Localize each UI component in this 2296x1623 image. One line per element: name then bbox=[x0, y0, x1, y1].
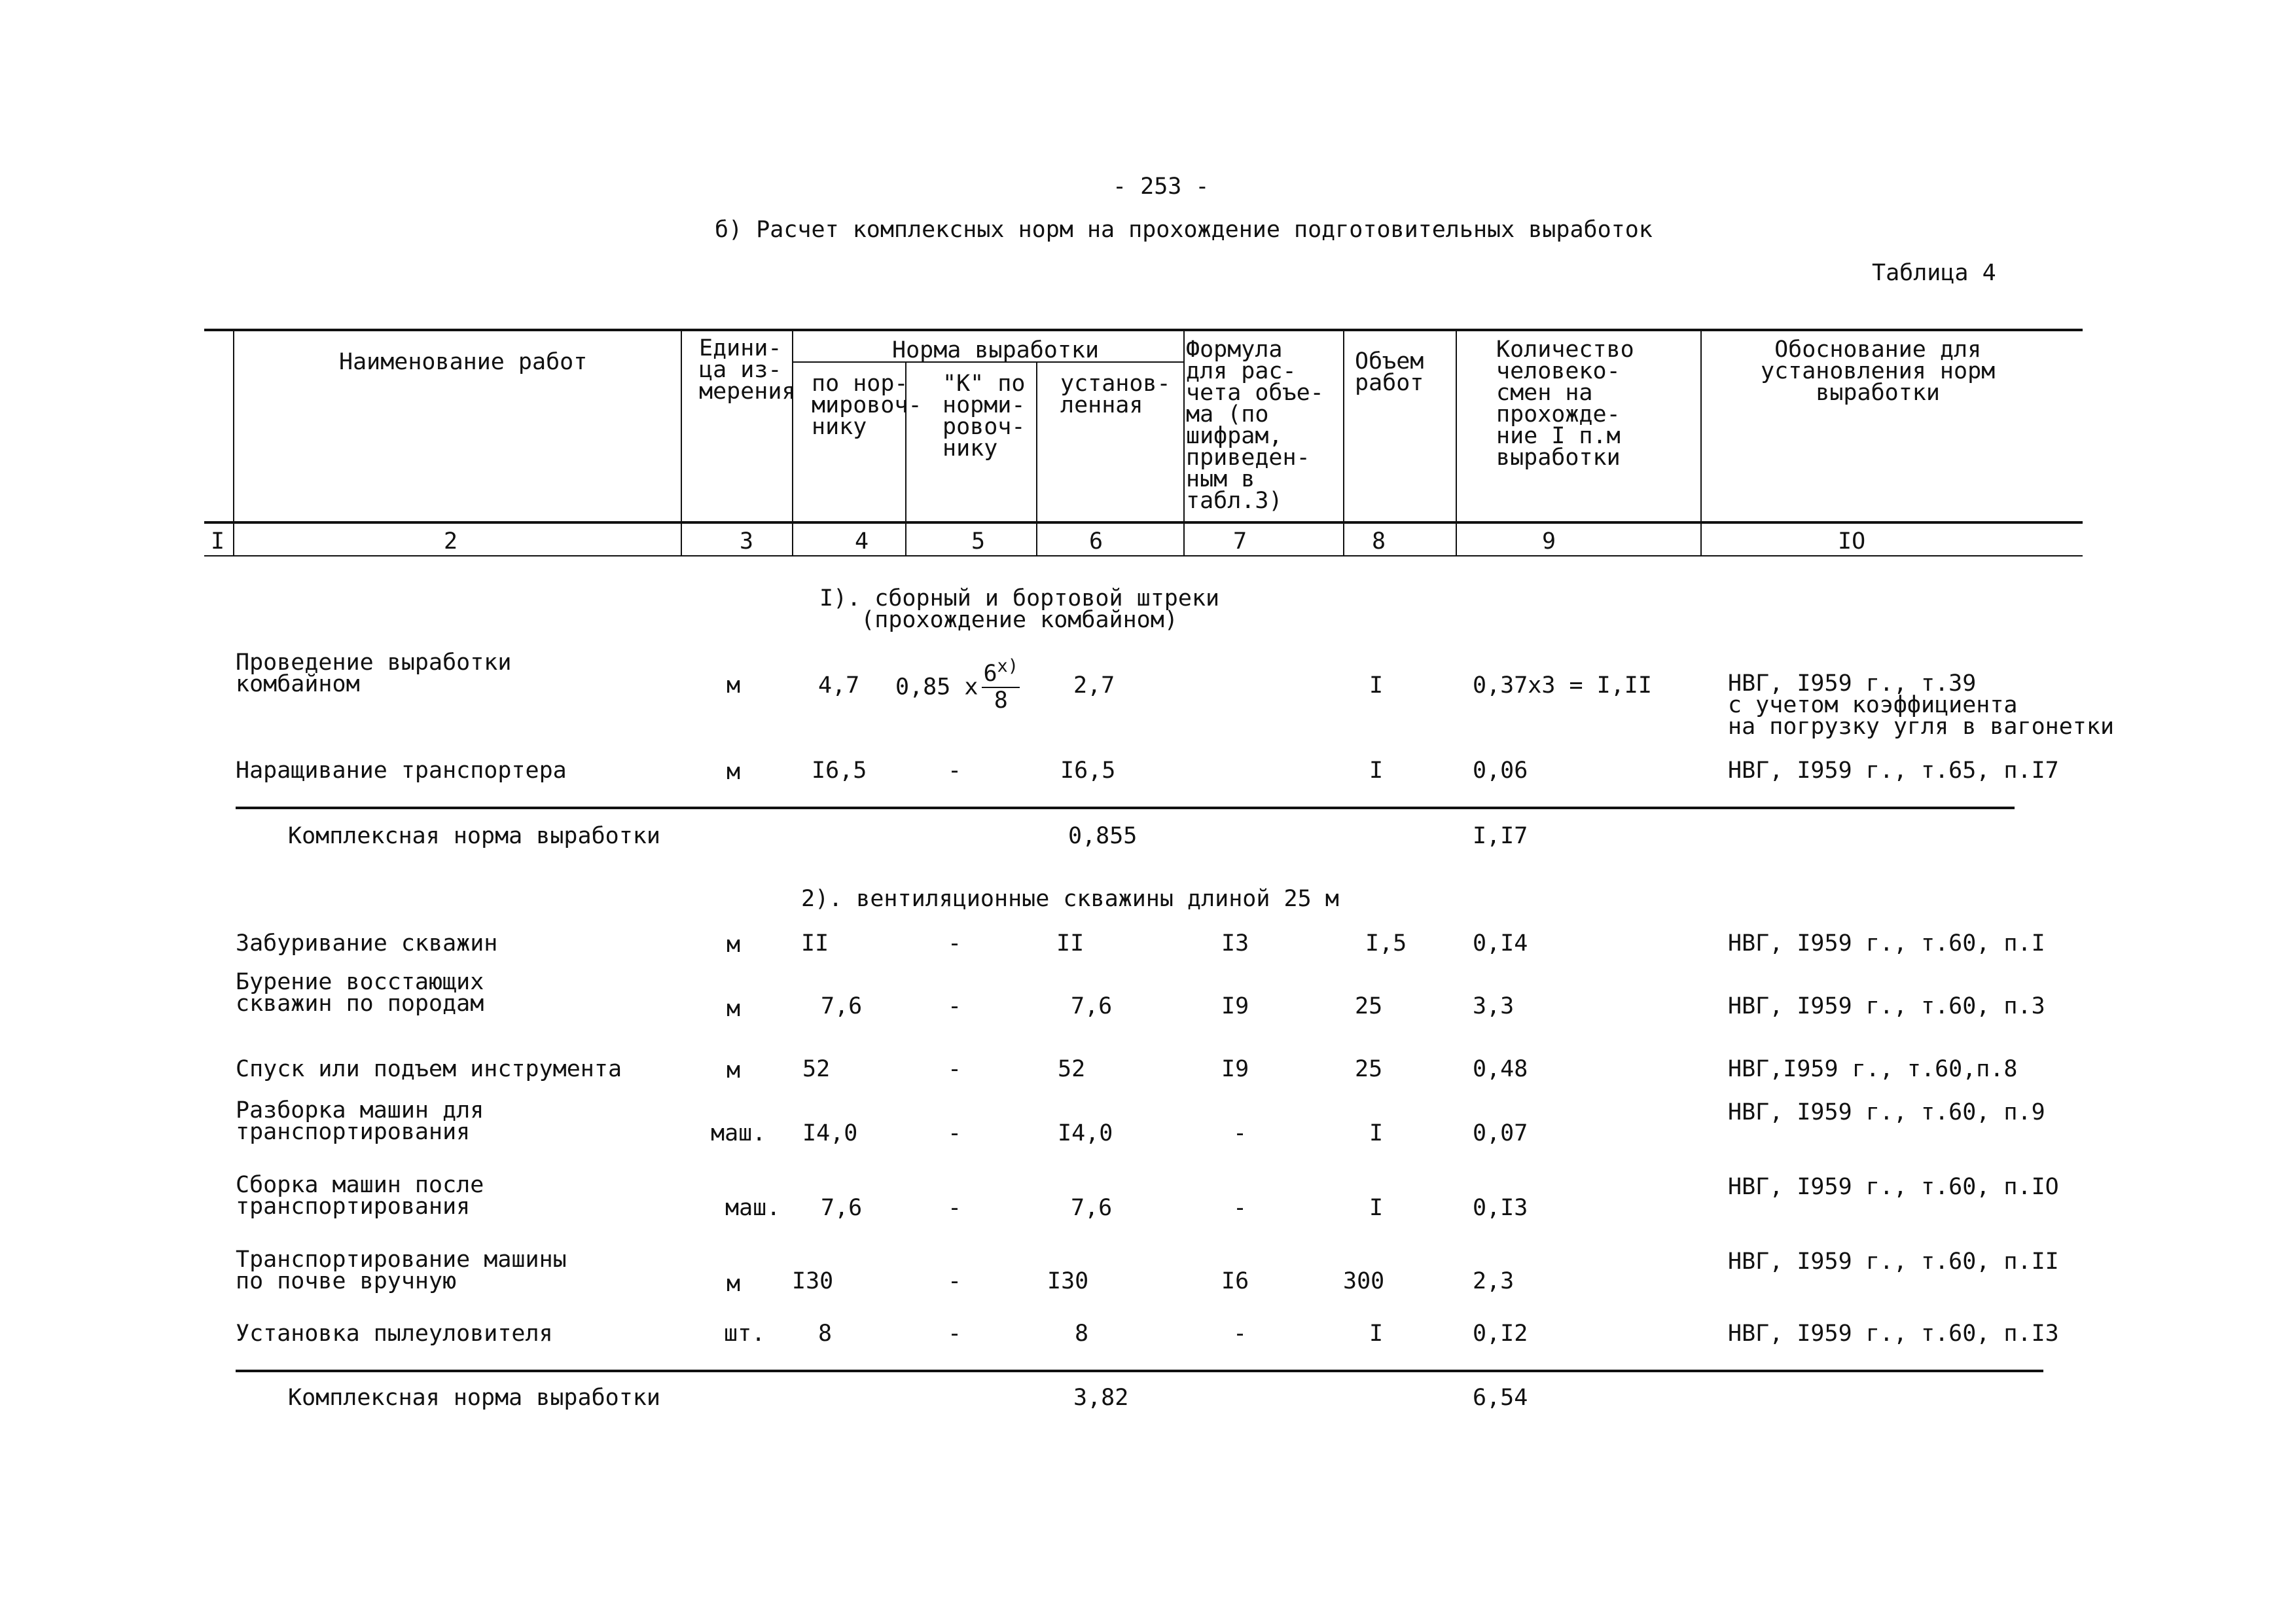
row-k-coef: - bbox=[948, 1056, 962, 1082]
header-unit: Едини- ца из- мерения bbox=[699, 335, 796, 405]
row-basis: НВГ, I959 г., т.60, п.II bbox=[1728, 1249, 2059, 1275]
row-volume: 25 bbox=[1355, 1056, 1383, 1082]
summary-rule bbox=[236, 1370, 2043, 1372]
row-unit: м bbox=[726, 1057, 741, 1084]
row-formula: - bbox=[1233, 1120, 1247, 1146]
row-basis: НВГ, I959 г., т.60, п.3 bbox=[1728, 993, 2045, 1019]
row-unit: шт. bbox=[724, 1321, 766, 1347]
row-k-coef: - bbox=[948, 1120, 962, 1146]
col-divider-1 bbox=[233, 331, 234, 556]
col-number-6: 6 bbox=[1089, 528, 1103, 555]
row-shifts: 0,48 bbox=[1473, 1056, 1528, 1082]
row-k-coef: - bbox=[948, 1195, 962, 1221]
summary-established: 3,82 bbox=[1073, 1385, 1129, 1411]
row-name: Забуривание скважин bbox=[236, 930, 498, 957]
row-norm: 7,6 bbox=[821, 1195, 863, 1221]
col-number-2: 2 bbox=[444, 528, 458, 555]
row-volume: I bbox=[1369, 672, 1384, 699]
header-norm-by-normbook: по нор- мировоч- нику bbox=[812, 371, 922, 440]
col-divider-9 bbox=[1700, 331, 1702, 556]
header-bottom-rule bbox=[204, 521, 2083, 524]
row-name: Сборка машин после транспортирования bbox=[236, 1172, 484, 1220]
row-name: Установка пылеуловителя bbox=[236, 1321, 553, 1347]
row-basis: НВГ,I959 г., т.60,п.8 bbox=[1728, 1056, 2018, 1082]
row-shifts: 0,I3 bbox=[1473, 1195, 1528, 1221]
col-divider-2 bbox=[681, 331, 682, 556]
summary-shifts: 6,54 bbox=[1473, 1385, 1528, 1411]
row-basis: НВГ, I959 г., т.60, п.9 bbox=[1728, 1099, 2045, 1125]
row-unit: м bbox=[726, 996, 741, 1022]
section-title: 2). вентиляционные скважины длиной 25 м bbox=[801, 886, 1339, 912]
row-norm: I30 bbox=[792, 1268, 834, 1294]
col-number-1: I bbox=[211, 528, 225, 555]
table-label: Таблица 4 bbox=[1872, 260, 1996, 286]
row-k-coef: - bbox=[948, 1321, 962, 1347]
row-name: Проведение выработки комбайном bbox=[236, 649, 512, 697]
row-norm: 4,7 bbox=[818, 672, 860, 699]
header-name: Наименование работ bbox=[339, 349, 588, 375]
row-k-coef: - bbox=[948, 930, 962, 957]
row-norm: 52 bbox=[802, 1056, 831, 1082]
row-basis: НВГ, I959 г., т.60, п.I3 bbox=[1728, 1321, 2059, 1347]
row-k-coef bbox=[895, 656, 1020, 714]
row-name: Транспортирование машины по почве вручную bbox=[236, 1247, 567, 1294]
row-volume: 25 bbox=[1355, 993, 1383, 1019]
row-norm: I4,0 bbox=[802, 1120, 858, 1146]
summary-shifts: I,I7 bbox=[1473, 823, 1528, 849]
row-basis: НВГ, I959 г., т.60, п.I bbox=[1728, 930, 2045, 957]
row-shifts: 0,I4 bbox=[1473, 930, 1528, 957]
row-norm: I6,5 bbox=[812, 757, 867, 784]
row-k-coef: - bbox=[948, 1268, 962, 1294]
row-established: I30 bbox=[1047, 1268, 1089, 1294]
row-norm: 8 bbox=[818, 1321, 833, 1347]
row-formula: I3 bbox=[1221, 930, 1249, 957]
k-coef-fraction: $\frac{6^{x)}}{8}$ bbox=[983, 656, 1019, 714]
row-volume: I bbox=[1369, 1321, 1384, 1347]
row-established: 8 bbox=[1075, 1321, 1089, 1347]
row-shifts: 3,3 bbox=[1473, 993, 1515, 1019]
row-established: 7,6 bbox=[1071, 993, 1113, 1019]
col-number-5: 5 bbox=[971, 528, 986, 555]
column-numbers-bottom-rule bbox=[204, 555, 2083, 556]
row-k-coef: - bbox=[948, 757, 962, 784]
col-number-7: 7 bbox=[1233, 528, 1247, 555]
table-top-rule bbox=[204, 329, 2083, 331]
row-established: 52 bbox=[1058, 1056, 1086, 1082]
page-title: б) Расчет комплексных норм на прохождение подготовительных выработок bbox=[715, 217, 1653, 243]
col-number-8: 8 bbox=[1372, 528, 1386, 555]
col-number-3: 3 bbox=[740, 528, 754, 555]
row-volume: 300 bbox=[1343, 1268, 1385, 1294]
row-name: Спуск или подъем инструмента bbox=[236, 1056, 622, 1082]
section-title: I). сборный и бортовой штреки (прохождение комбайном) bbox=[819, 585, 1220, 633]
row-established: 2,7 bbox=[1073, 672, 1115, 699]
row-volume: I bbox=[1369, 1195, 1384, 1221]
col-number-9: 9 bbox=[1542, 528, 1556, 555]
row-unit: маш. bbox=[711, 1120, 766, 1146]
row-shifts: 0,06 bbox=[1473, 757, 1528, 784]
row-name: Разборка машин для транспортирования bbox=[236, 1097, 484, 1145]
row-established: 7,6 bbox=[1071, 1195, 1113, 1221]
row-norm: II bbox=[801, 930, 829, 957]
row-established: I4,0 bbox=[1058, 1120, 1113, 1146]
row-shifts: 0,37x3 = I,II bbox=[1473, 672, 1652, 699]
row-basis: НВГ, I959 г., т.39 с учетом коэффициента на погрузку угля в вагонетки bbox=[1728, 670, 2115, 740]
summary-established: 0,855 bbox=[1068, 823, 1138, 849]
header-k-coef: "К" по норми- ровоч- нику bbox=[942, 371, 1026, 462]
col-divider-5 bbox=[1036, 363, 1037, 556]
page-number: - 253 - bbox=[1113, 173, 1210, 200]
row-unit: м bbox=[726, 1271, 741, 1297]
col-divider-6 bbox=[1183, 331, 1185, 556]
row-formula: - bbox=[1233, 1321, 1247, 1347]
row-basis: НВГ, I959 г., т.60, п.IO bbox=[1728, 1174, 2059, 1200]
row-name: Наращивание транспортера bbox=[236, 757, 567, 784]
row-established: II bbox=[1056, 930, 1085, 957]
row-formula: I9 bbox=[1221, 1056, 1249, 1082]
summary-label: Комплексная норма выработки bbox=[288, 823, 660, 849]
row-formula: I9 bbox=[1221, 993, 1249, 1019]
row-formula: - bbox=[1233, 1195, 1247, 1221]
col-number-4: 4 bbox=[855, 528, 869, 555]
row-unit: маш. bbox=[725, 1195, 781, 1221]
row-unit: м bbox=[726, 759, 741, 785]
row-established: I6,5 bbox=[1060, 757, 1116, 784]
header-basis: Обоснование для установления норм выработки bbox=[1761, 337, 1996, 406]
k-coef-text: 0,85 x bbox=[895, 674, 978, 701]
row-shifts: 2,3 bbox=[1473, 1268, 1515, 1294]
header-shifts: Количество человеко- смен на прохожде- ние I п.м выработки bbox=[1496, 337, 1634, 471]
row-basis: НВГ, I959 г., т.65, п.I7 bbox=[1728, 757, 2059, 784]
col-divider-7 bbox=[1343, 331, 1344, 556]
row-volume: I,5 bbox=[1365, 930, 1407, 957]
summary-label: Комплексная норма выработки bbox=[288, 1385, 660, 1411]
row-unit: м bbox=[726, 932, 741, 958]
header-volume: Объем работ bbox=[1355, 348, 1424, 396]
header-established: установ- ленная bbox=[1060, 371, 1171, 418]
row-k-coef: - bbox=[948, 993, 962, 1019]
row-unit: м bbox=[726, 672, 741, 699]
row-shifts: 0,07 bbox=[1473, 1120, 1528, 1146]
row-volume: I bbox=[1369, 1120, 1384, 1146]
row-name: Бурение восстающих скважин по породам bbox=[236, 969, 484, 1017]
col-divider-8 bbox=[1456, 331, 1457, 556]
header-formula: Формула для рас- чета объе- ма (по шифрам, приведен- ным в табл.3) bbox=[1186, 337, 1324, 514]
col-number-10: IO bbox=[1838, 528, 1866, 555]
row-volume: I bbox=[1369, 757, 1384, 784]
header-norm-group: Норма выработки bbox=[892, 337, 1100, 363]
summary-rule bbox=[236, 807, 2015, 809]
row-formula: I6 bbox=[1221, 1268, 1249, 1294]
row-norm: 7,6 bbox=[821, 993, 863, 1019]
row-shifts: 0,I2 bbox=[1473, 1321, 1528, 1347]
